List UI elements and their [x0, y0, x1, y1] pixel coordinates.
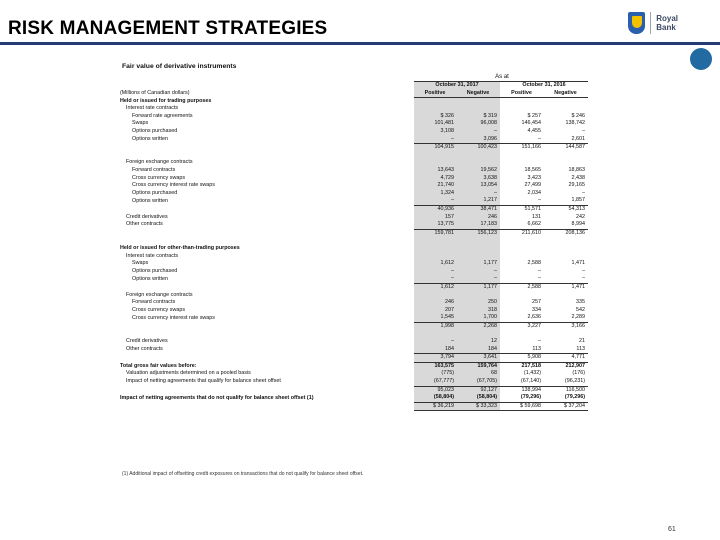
value-positive-2016 [500, 98, 544, 106]
value-negative-2017: 12 [457, 338, 500, 346]
value-positive-2016 [500, 152, 544, 160]
row-label: Interest rate contracts [126, 252, 179, 259]
value-negative-2017: – [457, 275, 500, 283]
table-row [118, 128, 588, 136]
value-positive-2017: 1,612 [414, 260, 457, 268]
value-positive-2017: 95,023 [414, 386, 457, 394]
value-negative-2016: (96,231) [564, 378, 585, 385]
value-positive-2017 [414, 152, 457, 160]
value-positive-2017: 159,781 [414, 229, 457, 237]
value-negative-2017: 3,641 [457, 354, 500, 363]
value-positive-2016: (67,140) [520, 378, 541, 385]
row-label: Forward contracts [132, 299, 176, 306]
table-row [118, 105, 588, 113]
value-positive-2016: (79,296) [520, 394, 541, 401]
value-negative-2017: 159,764 [457, 362, 500, 370]
value-positive-2017: (58,804) [414, 394, 457, 402]
col-negative-2016: Negative [544, 90, 588, 98]
value-negative-2017: (58,804) [457, 394, 500, 402]
logo-divider [650, 12, 651, 34]
value-negative-2017: $ 319 [457, 113, 500, 121]
subtotal-row [118, 362, 588, 370]
value-positive-2016: – [538, 275, 541, 282]
row-label [118, 402, 414, 411]
row-label: Held or issued for other-than-trading purposes [120, 244, 240, 251]
value-positive-2016: – [538, 197, 541, 204]
value-negative-2017: 184 [457, 346, 500, 354]
value-negative-2016: (79,296) [564, 394, 585, 401]
footnote: (1) Additional impact of offsetting credit exposures on transactions that do not qualify for balance sheet offset. [122, 471, 364, 477]
value-positive-2016: 51,571 [500, 206, 544, 214]
value-positive-2016: 2,636 [527, 314, 541, 321]
table-row [118, 221, 588, 229]
value-positive-2016: 18,565 [524, 167, 541, 174]
decorative-dot [690, 48, 712, 70]
value-negative-2016: 335 [576, 299, 585, 306]
value-positive-2017: 163,575 [414, 362, 457, 370]
row-label: Options purchased [132, 267, 178, 274]
row-label [118, 322, 414, 330]
value-positive-2017: 184 [414, 346, 457, 354]
subtotal-row [118, 283, 588, 291]
column-header-row [118, 90, 588, 98]
value-positive-2017: 207 [414, 307, 457, 315]
table-row [118, 152, 588, 160]
value-negative-2016: 113 [576, 345, 585, 352]
value-negative-2016: (176) [572, 370, 585, 377]
row-label: Options purchased [132, 128, 178, 135]
period-header-row [118, 82, 588, 90]
table-row [118, 182, 588, 190]
table-row [118, 275, 588, 283]
value-positive-2017: – [414, 197, 457, 205]
as-at-label: As at [495, 74, 509, 80]
table-row [118, 175, 588, 183]
value-positive-2016: 3,227 [500, 322, 544, 330]
subtotal-row [118, 322, 588, 330]
value-negative-2017 [457, 331, 500, 339]
value-positive-2016: 217,518 [500, 362, 544, 370]
row-label: Options written [132, 197, 168, 204]
value-positive-2017: 1,998 [414, 322, 457, 330]
value-positive-2016: (1,432) [523, 370, 541, 377]
value-positive-2017 [414, 245, 457, 253]
page-number: 61 [668, 526, 676, 533]
row-label [118, 206, 414, 214]
value-negative-2017: 13,054 [457, 182, 500, 190]
value-negative-2017: 1,177 [457, 260, 500, 268]
value-negative-2016: 116,500 [544, 386, 588, 394]
row-label [118, 152, 414, 160]
row-label: Swaps [132, 120, 149, 127]
value-negative-2016 [544, 159, 588, 167]
value-positive-2016: 3,423 [527, 174, 541, 181]
table-row [118, 197, 588, 205]
row-label: Impact of netting agreements that do not qualify for balance sheet offset (1) [120, 394, 314, 401]
value-negative-2016 [544, 98, 588, 106]
value-negative-2017: 3,096 [457, 136, 500, 144]
row-label: Foreign exchange contracts [126, 159, 193, 166]
value-positive-2016: 151,166 [500, 144, 544, 152]
value-positive-2016: – [538, 135, 541, 142]
period-2017-header: October 31, 2017 [414, 82, 500, 90]
value-positive-2017: (67,777) [414, 378, 457, 386]
value-negative-2016 [544, 245, 588, 253]
logo-text: Royal Bank [656, 14, 679, 32]
value-negative-2016 [544, 237, 588, 245]
row-label: Credit derivatives [126, 338, 168, 345]
value-negative-2016: 242 [576, 213, 585, 220]
row-label: Cross currency swaps [132, 306, 186, 313]
value-positive-2016: $ 59,698 [500, 402, 544, 411]
value-positive-2017: – [414, 136, 457, 144]
value-positive-2016: 131 [532, 213, 541, 220]
value-negative-2016: – [582, 267, 585, 274]
value-negative-2017: 246 [457, 214, 500, 222]
value-positive-2017: – [414, 268, 457, 276]
value-positive-2017: 246 [414, 299, 457, 307]
value-negative-2016: 144,587 [544, 144, 588, 152]
value-positive-2017: – [414, 275, 457, 283]
value-negative-2016 [544, 152, 588, 160]
value-positive-2017: 157 [414, 214, 457, 222]
value-positive-2016 [500, 253, 544, 261]
table-row [118, 214, 588, 222]
row-label: Options written [132, 275, 168, 282]
document-panel [118, 60, 588, 476]
table-row [118, 245, 588, 253]
value-negative-2017: 68 [457, 370, 500, 378]
value-positive-2017: $ 326 [414, 113, 457, 121]
value-negative-2017 [457, 105, 500, 113]
table-row [118, 378, 588, 386]
value-negative-2016 [544, 253, 588, 261]
row-label: Valuation adjustments determined on a pooled basis [126, 370, 251, 377]
value-positive-2016: 257 [532, 299, 541, 306]
value-positive-2016: 2,034 [527, 189, 541, 196]
value-positive-2017: 13,775 [414, 221, 457, 229]
value-positive-2016: 2,588 [500, 283, 544, 291]
table-row [118, 314, 588, 322]
value-positive-2017: $ 36,219 [414, 402, 457, 411]
row-label: Interest rate contracts [126, 105, 179, 112]
value-negative-2016: 2,601 [571, 135, 585, 142]
subtotal-row [118, 206, 588, 214]
value-positive-2017 [414, 253, 457, 261]
value-negative-2016: 208,136 [544, 229, 588, 237]
value-negative-2017: 250 [457, 299, 500, 307]
row-label [118, 229, 414, 237]
value-positive-2016: – [538, 338, 541, 345]
table-row [118, 167, 588, 175]
value-positive-2017: 4,729 [414, 175, 457, 183]
value-negative-2016: 138,742 [565, 120, 585, 127]
value-negative-2016: – [582, 128, 585, 135]
value-negative-2017: – [457, 128, 500, 136]
units-label: (Millions of Canadian dollars) [120, 89, 190, 96]
table-row [118, 338, 588, 346]
value-positive-2017: 1,324 [414, 190, 457, 198]
value-negative-2017: 1,217 [457, 197, 500, 205]
value-positive-2017 [414, 292, 457, 300]
row-label [118, 144, 414, 152]
table-row [118, 292, 588, 300]
value-negative-2016: 3,166 [544, 322, 588, 330]
value-positive-2016: 4,455 [527, 128, 541, 135]
value-negative-2017: 38,471 [457, 206, 500, 214]
value-negative-2016: 1,471 [544, 283, 588, 291]
rbc-shield-icon [628, 12, 645, 34]
value-positive-2017: 1,612 [414, 283, 457, 291]
value-positive-2016: 27,499 [524, 182, 541, 189]
value-negative-2017 [457, 245, 500, 253]
row-label: Credit derivatives [126, 213, 168, 220]
value-negative-2017: 3,638 [457, 175, 500, 183]
value-negative-2016: 212,907 [544, 362, 588, 370]
value-positive-2017: (775) [414, 370, 457, 378]
value-positive-2017 [414, 237, 457, 245]
value-negative-2017: 1,177 [457, 283, 500, 291]
value-negative-2016: 29,165 [568, 182, 585, 189]
value-positive-2017: 21,740 [414, 182, 457, 190]
subtotal-row [118, 386, 588, 394]
value-positive-2017: 101,481 [414, 120, 457, 128]
value-negative-2016: 8,994 [571, 221, 585, 228]
table-row [118, 237, 588, 245]
header-rule [0, 42, 720, 45]
value-positive-2016: 5,908 [500, 354, 544, 363]
value-negative-2017: – [457, 190, 500, 198]
col-positive-2017: Positive [414, 90, 457, 98]
value-positive-2016: 2,588 [527, 260, 541, 267]
value-negative-2016 [544, 331, 588, 339]
table-row [118, 159, 588, 167]
value-positive-2017: 13,643 [414, 167, 457, 175]
value-positive-2017 [414, 159, 457, 167]
value-negative-2017: $ 33,323 [457, 402, 500, 411]
table-row [118, 113, 588, 121]
table-row [118, 346, 588, 354]
value-positive-2016: 113 [532, 345, 541, 352]
value-positive-2016 [500, 237, 544, 245]
value-negative-2017: 2,268 [457, 322, 500, 330]
row-label [118, 354, 414, 363]
table-row [118, 268, 588, 276]
table-row [118, 260, 588, 268]
value-negative-2016: 2,438 [571, 174, 585, 181]
value-negative-2016: 4,771 [544, 354, 588, 363]
value-positive-2017: 104,915 [414, 144, 457, 152]
row-label: Foreign exchange contracts [126, 291, 193, 298]
table-row [118, 253, 588, 261]
value-positive-2016 [500, 159, 544, 167]
table-row [118, 136, 588, 144]
row-label [118, 386, 414, 394]
value-positive-2016: 138,994 [500, 386, 544, 394]
value-negative-2016: 1,471 [571, 260, 585, 267]
col-negative-2017: Negative [457, 90, 500, 98]
value-positive-2017 [414, 98, 457, 106]
table-row [118, 331, 588, 339]
row-label: Options purchased [132, 189, 178, 196]
table-row [118, 190, 588, 198]
row-label: Impact of netting agreements that qualify for balance sheet offset [126, 378, 281, 385]
table-row [118, 394, 588, 402]
value-positive-2016 [500, 292, 544, 300]
row-label: Total gross fair values before: [120, 362, 197, 369]
value-positive-2017: 3,108 [414, 128, 457, 136]
value-negative-2017 [457, 98, 500, 106]
value-negative-2017: – [457, 268, 500, 276]
value-positive-2017: 3,794 [414, 354, 457, 363]
table-row [118, 98, 588, 106]
value-negative-2016: – [582, 275, 585, 282]
value-positive-2016 [500, 331, 544, 339]
value-positive-2017 [414, 331, 457, 339]
row-label: Other contracts [126, 221, 163, 228]
value-negative-2016: 18,863 [568, 167, 585, 174]
row-label: Held or issued for trading purposes [120, 97, 212, 104]
value-negative-2017: 318 [457, 307, 500, 315]
subtotal-row [118, 144, 588, 152]
value-negative-2016: 54,313 [544, 206, 588, 214]
value-positive-2017: 40,936 [414, 206, 457, 214]
value-negative-2017: 1,700 [457, 314, 500, 322]
value-negative-2017 [457, 159, 500, 167]
value-negative-2017: (67,705) [457, 378, 500, 386]
value-positive-2016: 6,662 [527, 221, 541, 228]
row-label: Cross currency swaps [132, 174, 186, 181]
derivatives-table [118, 81, 588, 411]
value-positive-2016: 146,454 [521, 120, 541, 127]
value-negative-2017 [457, 253, 500, 261]
subtotal-row [118, 354, 588, 363]
period-2016-header: October 31, 2016 [500, 82, 588, 90]
row-label: Options written [132, 135, 168, 142]
value-negative-2016: – [582, 189, 585, 196]
value-positive-2016: 211,610 [500, 229, 544, 237]
row-label: Cross currency interest rate swaps [132, 314, 215, 321]
value-negative-2017 [457, 152, 500, 160]
document-title: Fair value of derivative instruments [122, 63, 237, 70]
value-negative-2016 [544, 292, 588, 300]
row-label: Forward rate agreements [132, 112, 193, 119]
value-negative-2016: $ 246 [571, 112, 585, 119]
royal-bank-logo [628, 8, 698, 38]
value-negative-2017: 92,127 [457, 386, 500, 394]
row-label: Cross currency interest rate swaps [132, 182, 215, 189]
table-row [118, 307, 588, 315]
value-negative-2017 [457, 237, 500, 245]
value-negative-2016 [544, 105, 588, 113]
row-label [118, 331, 414, 339]
value-negative-2017: 17,183 [457, 221, 500, 229]
value-positive-2016: $ 257 [527, 112, 541, 119]
row-label: Forward contracts [132, 167, 176, 174]
value-negative-2017: 19,562 [457, 167, 500, 175]
value-positive-2016: – [538, 267, 541, 274]
table-row [118, 299, 588, 307]
table-row [118, 120, 588, 128]
subtotal-row [118, 229, 588, 237]
value-negative-2016: $ 37,204 [544, 402, 588, 411]
value-negative-2016: 2,289 [571, 314, 585, 321]
row-label [118, 283, 414, 291]
value-negative-2017 [457, 292, 500, 300]
value-positive-2017: – [414, 338, 457, 346]
value-positive-2017 [414, 105, 457, 113]
row-label: Other contracts [126, 345, 163, 352]
value-positive-2016 [500, 245, 544, 253]
value-negative-2017: 100,423 [457, 144, 500, 152]
row-label [118, 237, 414, 245]
table-row [118, 370, 588, 378]
slide-header [0, 0, 720, 42]
row-label: Swaps [132, 260, 149, 267]
value-positive-2016: 334 [532, 306, 541, 313]
value-positive-2016 [500, 105, 544, 113]
value-negative-2017: 96,008 [457, 120, 500, 128]
subtotal-row [118, 402, 588, 411]
value-negative-2016: 542 [576, 306, 585, 313]
value-positive-2017: 1,545 [414, 314, 457, 322]
slide-title: RISK MANAGEMENT STRATEGIES [8, 18, 328, 39]
value-negative-2016: 21 [579, 338, 585, 345]
col-positive-2016: Positive [500, 90, 544, 98]
value-negative-2016: 1,857 [571, 197, 585, 204]
value-negative-2017: 156,123 [457, 229, 500, 237]
